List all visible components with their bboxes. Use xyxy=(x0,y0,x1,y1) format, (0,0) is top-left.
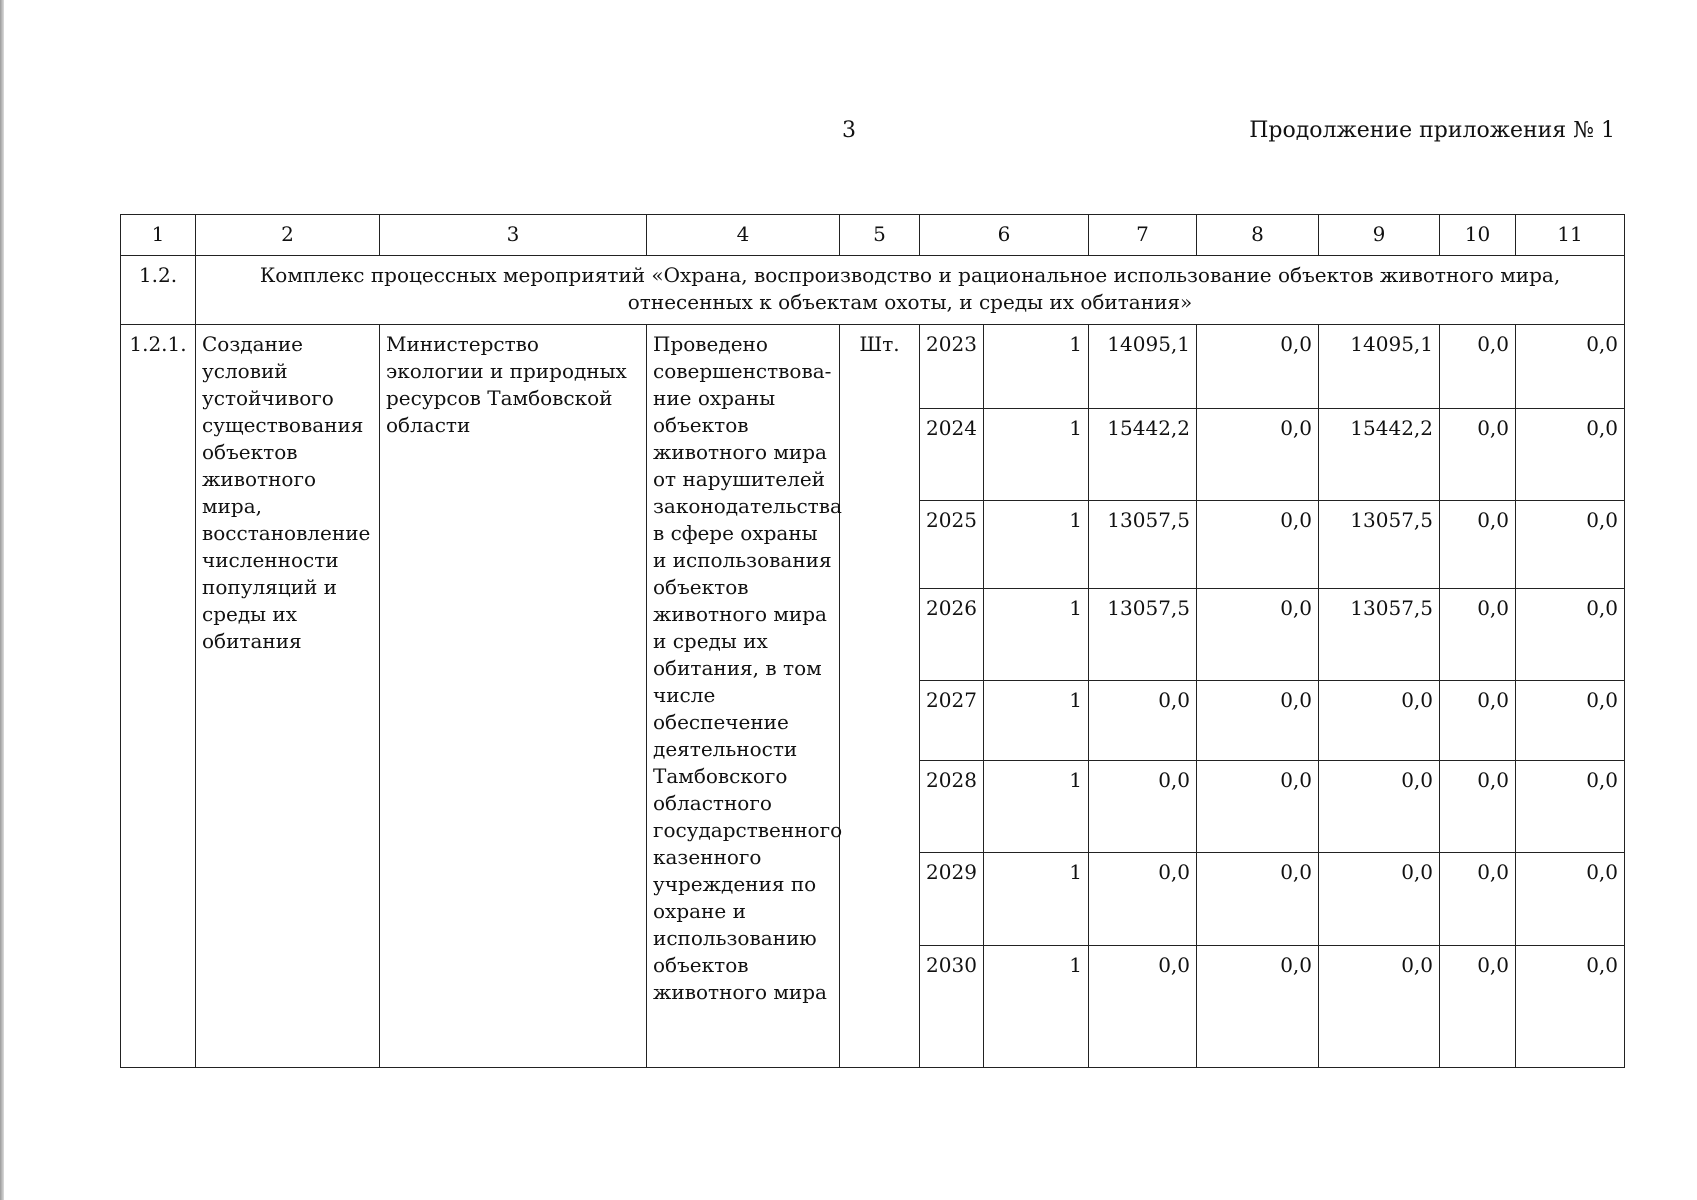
value-cell: 0,0 xyxy=(1197,409,1319,501)
header-cell: 9 xyxy=(1319,215,1440,256)
value-cell: 0,0 xyxy=(1516,946,1625,1068)
qty-cell: 1 xyxy=(984,853,1089,946)
value-cell: 0,0 xyxy=(1197,853,1319,946)
value-cell: 0,0 xyxy=(1089,946,1197,1068)
header-cell: 5 xyxy=(840,215,920,256)
year-cell: 2028 xyxy=(920,761,984,853)
scan-edge xyxy=(0,0,4,1200)
value-cell: 13057,5 xyxy=(1089,501,1197,589)
header-cell: 6 xyxy=(920,215,1089,256)
item-executor: Министерство экологии и природных ресурсов Тамбовской области xyxy=(380,325,647,1068)
value-cell: 0,0 xyxy=(1197,325,1319,409)
value-cell: 0,0 xyxy=(1440,501,1516,589)
value-cell: 14095,1 xyxy=(1319,325,1440,409)
year-cell: 2027 xyxy=(920,681,984,761)
section-row xyxy=(121,256,1625,325)
value-cell: 0,0 xyxy=(1089,761,1197,853)
item-result: Проведено совершенствова-ние охраны объектов животного мира от нарушителей законодательства в сфере охраны и использования объектов животного мира и среды их обитания, в том числе обеспечение деятельности Тамбовского областного государственного казенного учреждения по охране и использованию объектов животного мира xyxy=(647,325,840,1068)
value-cell: 0,0 xyxy=(1197,681,1319,761)
qty-cell: 1 xyxy=(984,409,1089,501)
year-cell: 2029 xyxy=(920,853,984,946)
value-cell: 0,0 xyxy=(1516,761,1625,853)
value-cell: 0,0 xyxy=(1089,681,1197,761)
header-cell: 7 xyxy=(1089,215,1197,256)
value-cell: 0,0 xyxy=(1440,681,1516,761)
header-cell: 8 xyxy=(1197,215,1319,256)
value-cell: 0,0 xyxy=(1197,946,1319,1068)
qty-cell: 1 xyxy=(984,501,1089,589)
year-cell: 2030 xyxy=(920,946,984,1068)
value-cell: 13057,5 xyxy=(1319,589,1440,681)
value-cell: 0,0 xyxy=(1319,681,1440,761)
value-cell: 15442,2 xyxy=(1319,409,1440,501)
appendix-table xyxy=(120,214,1625,1068)
qty-cell: 1 xyxy=(984,946,1089,1068)
value-cell: 13057,5 xyxy=(1089,589,1197,681)
header-cell: 11 xyxy=(1516,215,1625,256)
page-number: 3 xyxy=(842,118,856,143)
value-cell: 0,0 xyxy=(1319,853,1440,946)
value-cell: 0,0 xyxy=(1440,325,1516,409)
value-cell: 0,0 xyxy=(1197,589,1319,681)
value-cell: 0,0 xyxy=(1440,589,1516,681)
value-cell: 0,0 xyxy=(1516,681,1625,761)
value-cell: 0,0 xyxy=(1516,589,1625,681)
qty-cell: 1 xyxy=(984,589,1089,681)
header-cell: 2 xyxy=(196,215,380,256)
qty-cell: 1 xyxy=(984,761,1089,853)
section-number: 1.2. xyxy=(121,256,196,325)
header-cell: 3 xyxy=(380,215,647,256)
value-cell: 0,0 xyxy=(1440,946,1516,1068)
value-cell: 13057,5 xyxy=(1319,501,1440,589)
value-cell: 14095,1 xyxy=(1089,325,1197,409)
table-row xyxy=(121,325,1625,409)
value-cell: 0,0 xyxy=(1516,853,1625,946)
value-cell: 0,0 xyxy=(1516,501,1625,589)
year-cell: 2025 xyxy=(920,501,984,589)
value-cell: 0,0 xyxy=(1319,946,1440,1068)
item-unit: Шт. xyxy=(840,325,920,1068)
qty-cell: 1 xyxy=(984,681,1089,761)
header-row xyxy=(121,215,1625,256)
year-cell: 2024 xyxy=(920,409,984,501)
value-cell: 0,0 xyxy=(1440,853,1516,946)
value-cell: 0,0 xyxy=(1516,325,1625,409)
value-cell: 0,0 xyxy=(1089,853,1197,946)
continuation-label: Продолжение приложения № 1 xyxy=(1249,118,1615,143)
header-cell: 10 xyxy=(1440,215,1516,256)
header-cell: 1 xyxy=(121,215,196,256)
year-cell: 2026 xyxy=(920,589,984,681)
value-cell: 0,0 xyxy=(1197,501,1319,589)
qty-cell: 1 xyxy=(984,325,1089,409)
value-cell: 0,0 xyxy=(1440,761,1516,853)
section-title: Комплекс процессных мероприятий «Охрана, воспроизводство и рациональное использование объектов животного мира, отнесенных к объектам охоты, и среды их обитания» xyxy=(196,256,1625,325)
value-cell: 0,0 xyxy=(1197,761,1319,853)
value-cell: 15442,2 xyxy=(1089,409,1197,501)
header-cell: 4 xyxy=(647,215,840,256)
item-number: 1.2.1. xyxy=(121,325,196,1068)
value-cell: 0,0 xyxy=(1440,409,1516,501)
value-cell: 0,0 xyxy=(1319,761,1440,853)
value-cell: 0,0 xyxy=(1516,409,1625,501)
year-cell: 2023 xyxy=(920,325,984,409)
item-name: Создание условий устойчивого существования объектов животного мира, восстановление численности популяций и среды их обитания xyxy=(196,325,380,1068)
